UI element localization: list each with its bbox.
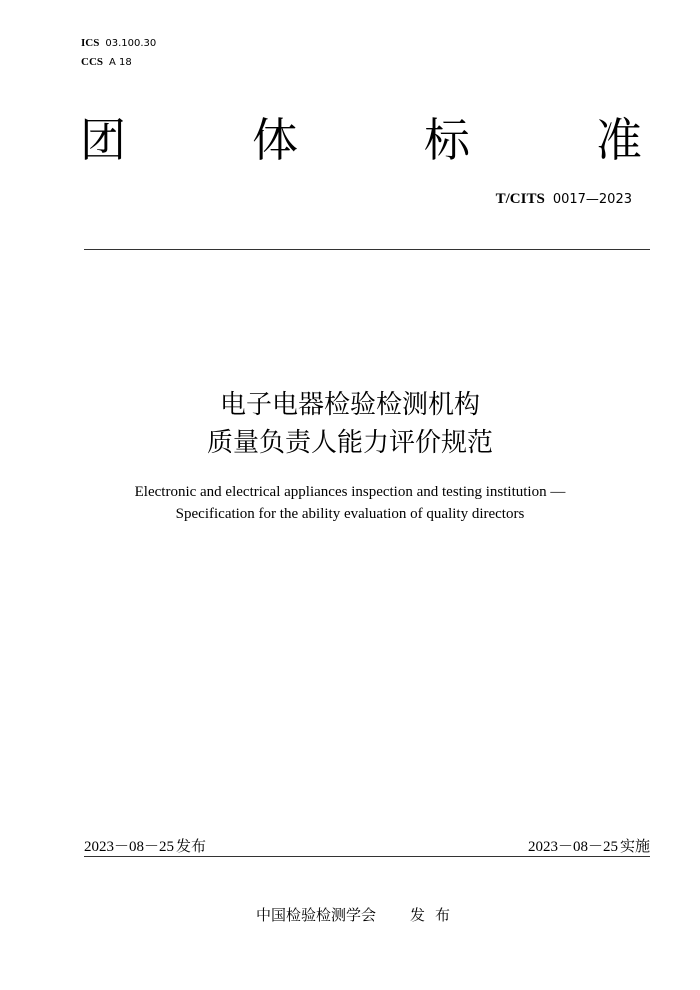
standard-type-char-4: 准 bbox=[596, 113, 642, 167]
ics-value: 03.100.30 bbox=[105, 38, 157, 49]
implement-date-label: 实施 bbox=[619, 837, 650, 855]
publisher-name: 中国检验检测学会 bbox=[256, 906, 377, 924]
header-divider bbox=[84, 249, 650, 250]
title-en-line-2: Specification for the ability evaluation of quality directors bbox=[175, 506, 525, 522]
title-en-line-1: Electronic and electrical appliances inspection and testing institution — bbox=[134, 484, 566, 500]
publish-date-label: 发布 bbox=[176, 837, 207, 855]
standard-prefix: T/CITS bbox=[495, 191, 545, 207]
standard-number bbox=[496, 191, 632, 208]
standard-code: 0017—2023 bbox=[552, 192, 632, 207]
ccs-label: CCS bbox=[81, 56, 104, 68]
publisher-action: 发布 bbox=[410, 906, 461, 924]
standard-type-char-2: 体 bbox=[252, 113, 298, 167]
standard-type-char-3: 标 bbox=[424, 113, 470, 167]
title-zh-line-2: 质量负责人能力评价规范 bbox=[206, 428, 493, 458]
implement-date bbox=[528, 835, 650, 856]
ics-code bbox=[81, 34, 156, 53]
title-zh-line-1: 电子电器检验检测机构 bbox=[219, 390, 480, 420]
publish-date bbox=[84, 835, 206, 856]
classification-codes bbox=[81, 34, 156, 72]
publisher bbox=[256, 904, 460, 925]
ccs-value: A 18 bbox=[109, 57, 132, 68]
footer-divider bbox=[84, 856, 650, 857]
implement-date-value: 2023－08－25 bbox=[527, 839, 618, 855]
ccs-code bbox=[81, 53, 156, 72]
publish-date-value: 2023－08－25 bbox=[84, 839, 175, 855]
standard-type-char-1: 团 bbox=[80, 113, 126, 167]
ics-label: ICS bbox=[81, 37, 100, 49]
